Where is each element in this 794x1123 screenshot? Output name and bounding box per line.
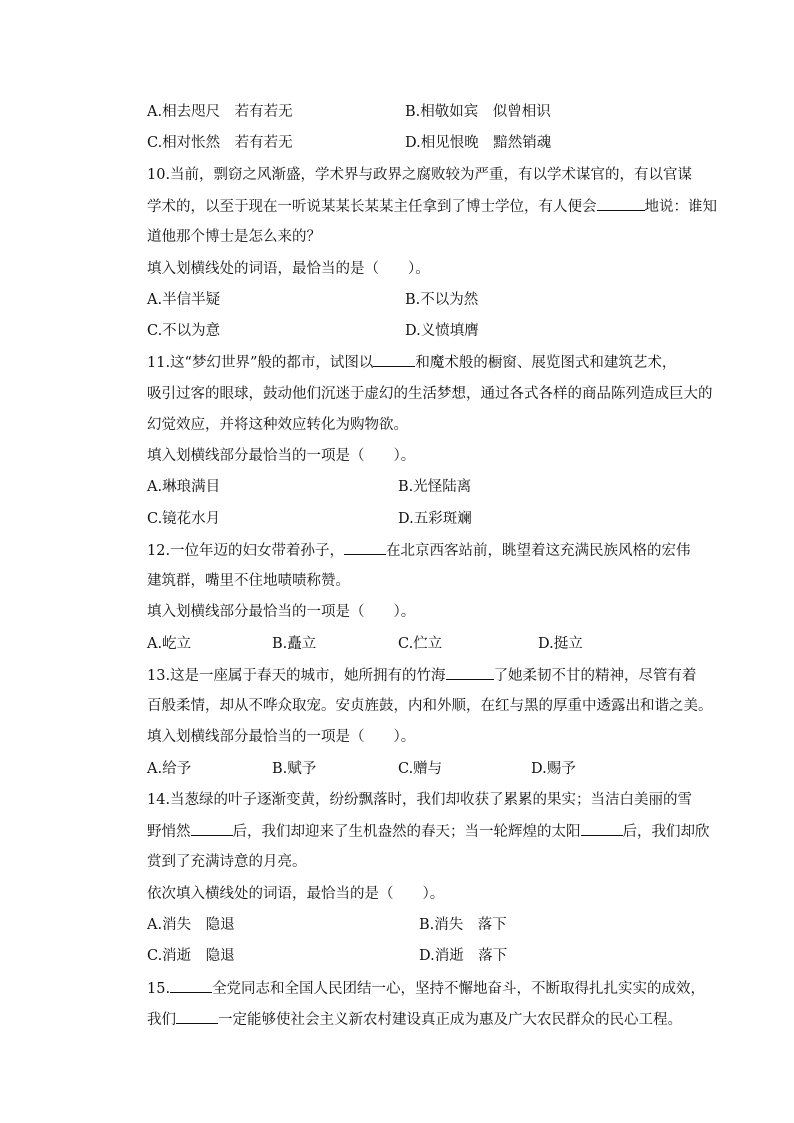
fill-blank [191, 821, 233, 836]
q11-text-line1-part1: 11.这“梦幻世界”般的都市，试图以 [147, 355, 374, 371]
q12-option-c: C.伫立 [398, 636, 443, 652]
q13-option-d: D.赐予 [531, 761, 576, 777]
q10-option-d: D.义愤填膺 [405, 323, 479, 339]
q15-text-line1-part2: 全党同志和全国人民团结一心，坚持不懈地奋斗，不断取得扎扎实实的成效， [212, 981, 706, 997]
q12-text-line1-part1: 12.一位年迈的妇女带着孙子， [147, 543, 345, 559]
fill-blank [344, 540, 386, 555]
q11-text-line1 [147, 352, 676, 373]
q10-text-line3: 道他那个博士是怎么来的？ [147, 229, 321, 245]
q15-text-line1-part1: 15. [147, 981, 171, 997]
q10-text-line2 [147, 196, 717, 217]
q13-option-a: A.给予 [147, 761, 192, 777]
q14-prompt: 依次填入横线处的词语，最恰当的是（ ）。 [147, 886, 445, 902]
q12-prompt: 填入划横线部分最恰当的一项是（ ）。 [147, 604, 416, 620]
q10-option-b: B.不以为然 [405, 292, 479, 308]
q14-option-a: A.消失 隐退 [147, 917, 235, 933]
q14-option-b: B.消失 落下 [419, 917, 507, 933]
q14-option-c: C.消逝 隐退 [147, 948, 235, 964]
q13-text-line1-part1: 13.这是一座属于春天的城市，她所拥有的竹海 [147, 668, 446, 684]
q14-text-line1: 14.当葱绿的叶子逐渐变黄，纷纷飘落时，我们却收获了累累的果实；当洁白美丽的雪 [147, 792, 693, 808]
q14-text-line2 [147, 821, 710, 842]
q13-text-line1 [147, 665, 697, 686]
q10-option-a: A.半信半疑 [147, 292, 221, 308]
q11-option-a: A.琳琅满目 [147, 479, 221, 495]
q13-option-c: C.赠与 [398, 761, 443, 777]
q10-text-line1: 10.当前，剽窃之风渐盛，学术界与政界之腐败较为严重，有以学术谋官的，有以官谋 [147, 167, 693, 183]
q12-text-line1-part2: 在北京西客站前，眺望着这充满民族风格的宏伟 [386, 543, 691, 559]
q11-option-d: D.五彩斑斓 [398, 511, 472, 527]
q12-option-d: D.挺立 [538, 636, 583, 652]
q12-text-line1 [147, 540, 691, 561]
q14-option-d: D.消逝 落下 [419, 948, 508, 964]
q9-option-b: B.相敬如宾 似曾相识 [405, 104, 551, 120]
q12-option-a: A.屹立 [147, 636, 192, 652]
q15-text-line2 [147, 1009, 682, 1030]
q11-text-line3: 幻觉效应，并将这种效应转化为购物欲。 [147, 417, 408, 433]
q9-option-d: D.相见恨晚 黯然销魂 [405, 135, 552, 151]
q10-text-line2-part2: 地说：谁知 [644, 199, 717, 215]
fill-blank [581, 821, 623, 836]
q13-text-line2: 百般柔情，却从不哗众取宠。安贞旌鼓，内和外顺，在红与黑的厚重中透露出和谐之美。 [147, 698, 713, 714]
q10-option-c: C.不以为意 [147, 323, 221, 339]
q9-option-a: A.相去咫尺 若有若无 [147, 104, 293, 120]
q15-text-line1 [147, 978, 705, 999]
fill-blank [373, 352, 415, 367]
q11-prompt: 填入划横线部分最恰当的一项是（ ）。 [147, 448, 416, 464]
fill-blank [176, 1009, 218, 1024]
q14-text-line2-part3: 后，我们却欣 [622, 824, 710, 840]
q12-text-line2: 建筑群，嘴里不住地啧啧称赞。 [147, 573, 350, 589]
q13-text-line1-part2: 了她柔韧不甘的精神，尽管有着 [493, 668, 697, 684]
q14-text-line3: 赏到了充满诗意的月亮。 [147, 854, 307, 870]
q13-option-b: B.赋予 [272, 761, 317, 777]
q13-prompt: 填入划横线部分最恰当的一项是（ ）。 [147, 729, 416, 745]
fill-blank [597, 196, 645, 211]
q10-text-line2-part1: 学术的，以至于现在一听说某某长某某主任拿到了博士学位，有人便会 [147, 199, 597, 215]
q15-text-line2-part2: 一定能够使社会主义新农村建设真正成为惠及广大农民群众的民心工程。 [218, 1012, 682, 1028]
q11-text-line2: 吸引过客的眼球，鼓动他们沉迷于虚幻的生活梦想，通过各式各样的商品陈列造成巨大的 [147, 386, 713, 402]
q15-text-line2-part1: 我们 [147, 1012, 176, 1028]
q10-prompt: 填入划横线处的词语，最恰当的是（ ）。 [147, 261, 430, 277]
q11-option-b: B.光怪陆离 [398, 479, 472, 495]
q11-option-c: C.镜花水月 [147, 511, 221, 527]
fill-blank [446, 665, 494, 680]
fill-blank [170, 978, 212, 993]
q14-text-line2-part2: 后，我们却迎来了生机盎然的春天；当一轮辉煌的太阳 [232, 824, 581, 840]
q12-option-b: B.矗立 [272, 636, 317, 652]
q14-text-line2-part1: 野悄然 [147, 824, 191, 840]
q11-text-line1-part2: 和魔术般的橱窗、展览图式和建筑艺术， [415, 355, 677, 371]
q9-option-c: C.相对怅然 若有若无 [147, 135, 293, 151]
